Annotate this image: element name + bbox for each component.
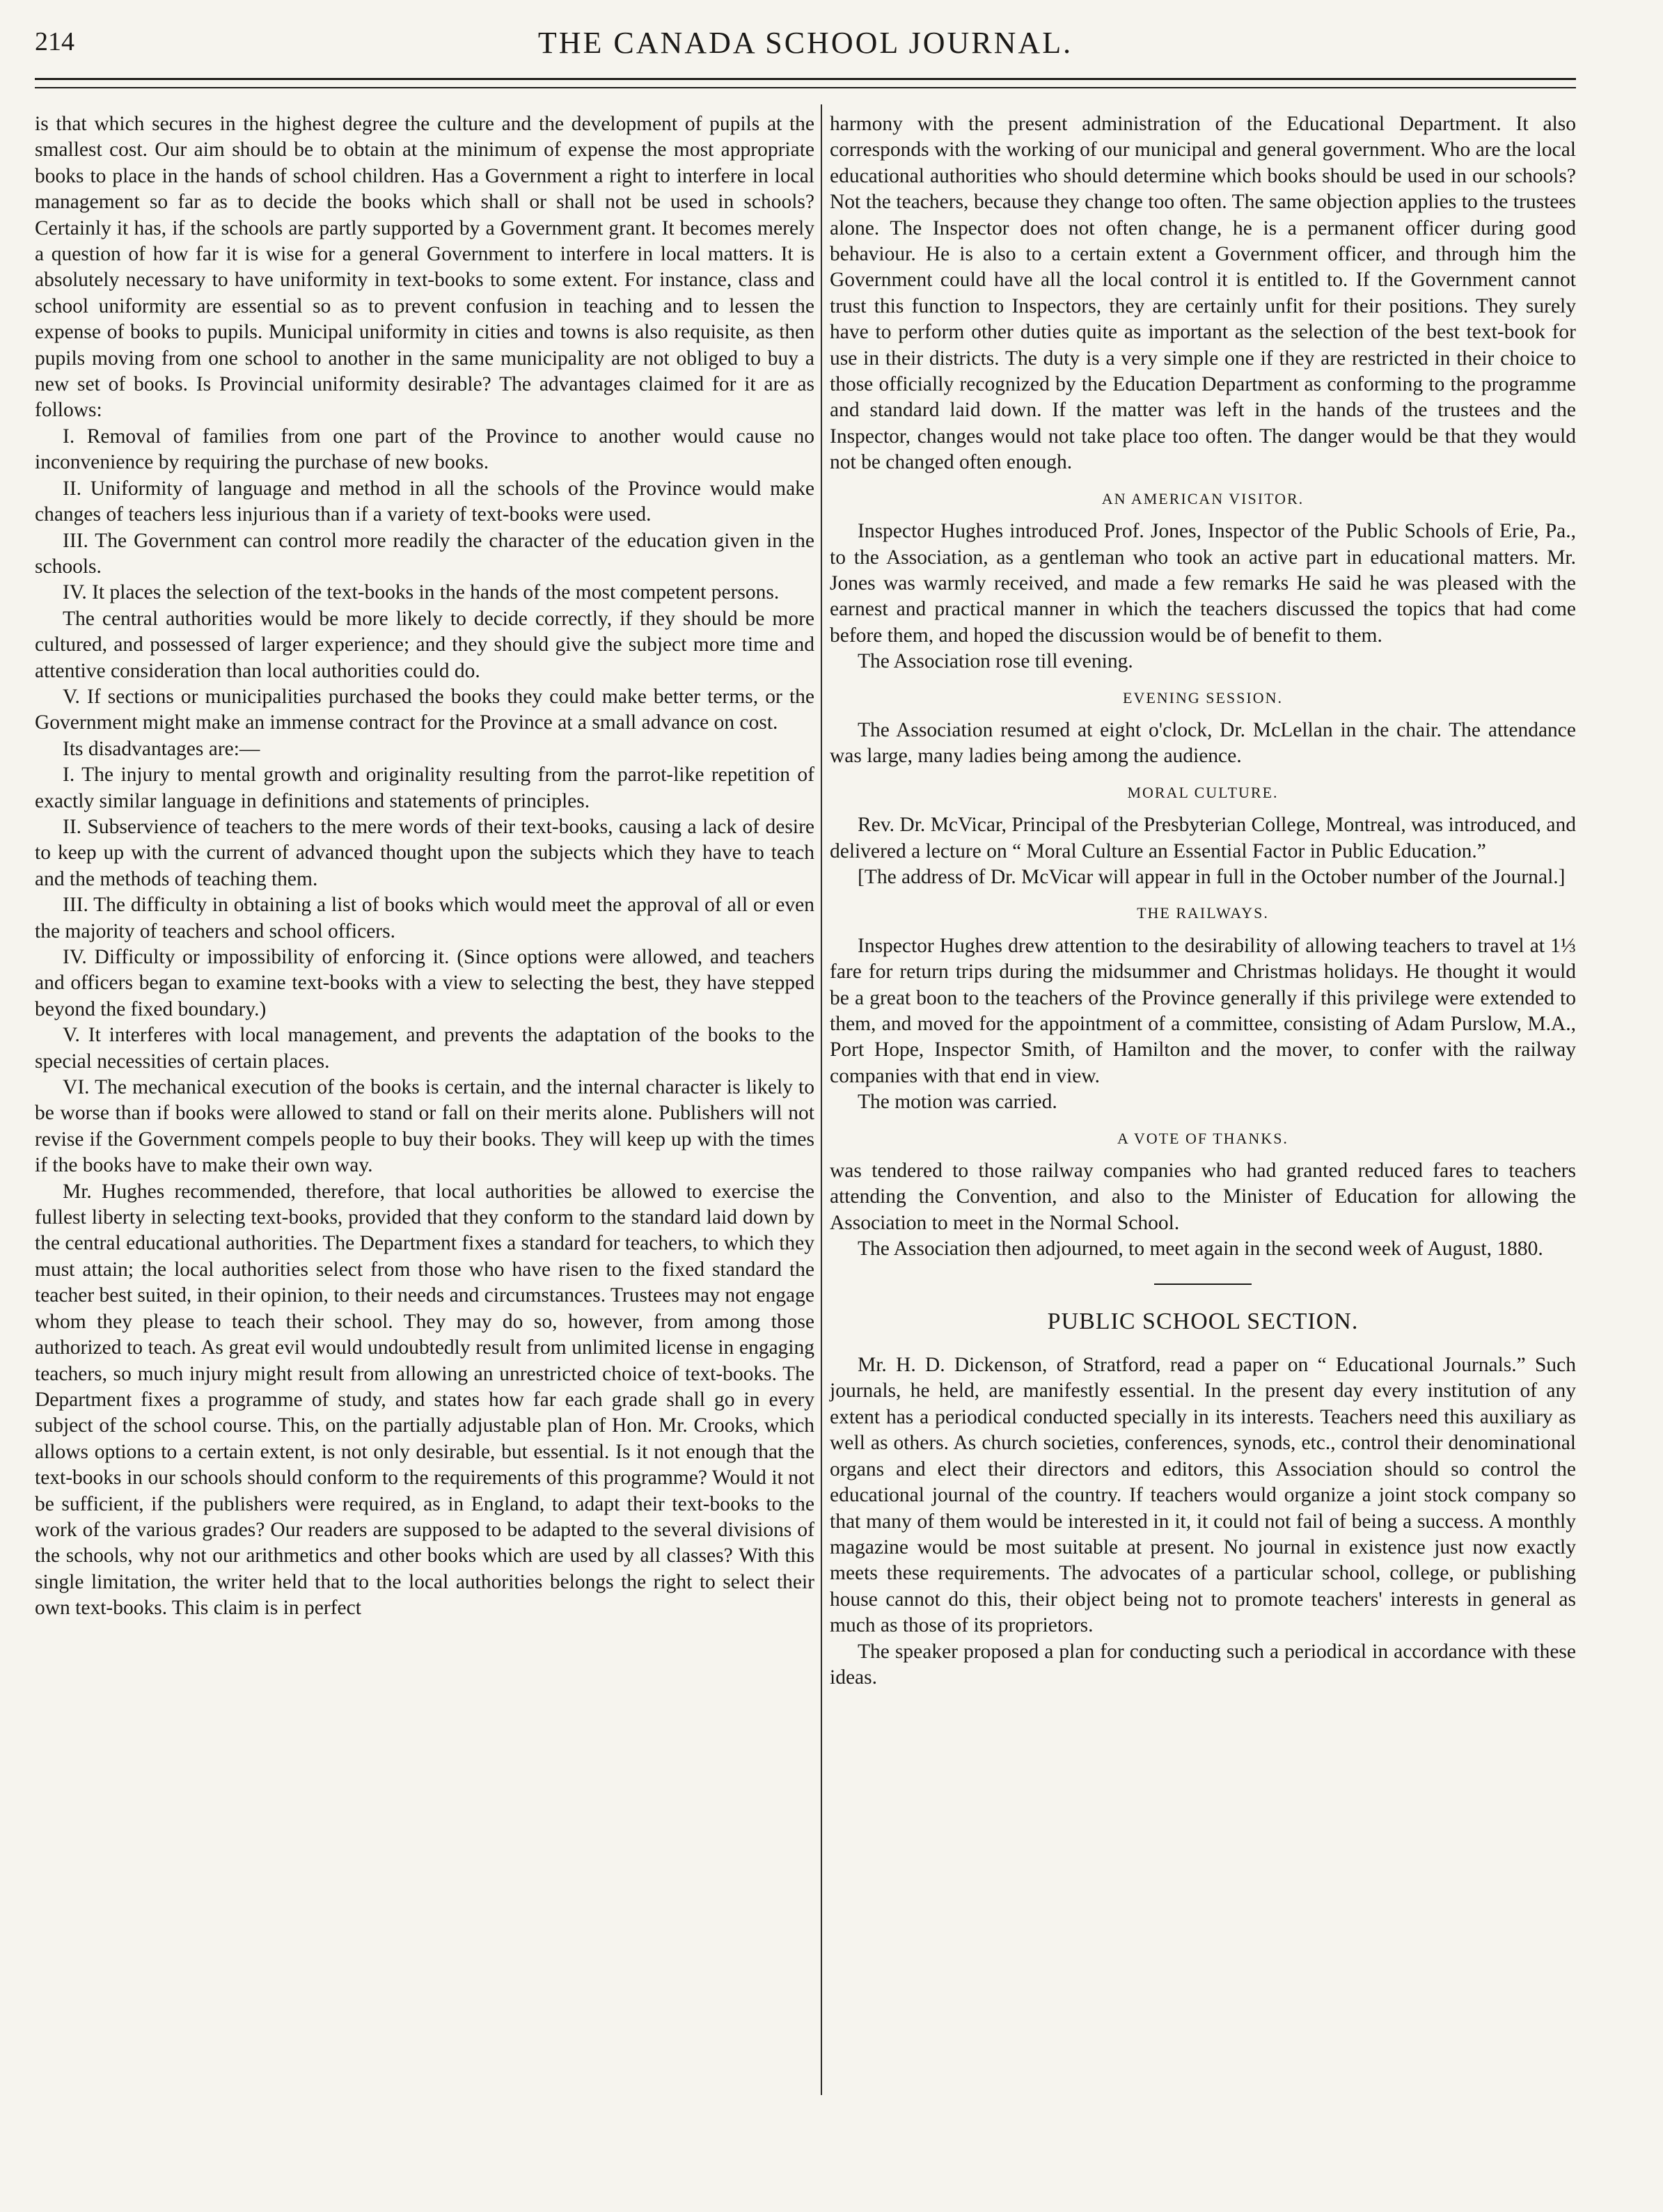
paragraph: IV. Difficulty or impossibility of enforcing it. (Since options were allowed, and teachers and officers began to examine text-books with a view to selecting the best, they have stepped beyond the fixed boundary.) xyxy=(35,946,814,1020)
paragraph: VI. The mechanical execution of the books is certain, and the internal character is likely to be worse than if books were allowed to stand or fall on their merits alone. Publishers will not revise if the Government compels people to buy their books. They will keep up with the times if the books have to make their own way. xyxy=(35,1076,814,1177)
header-rule xyxy=(35,78,1576,88)
section-divider xyxy=(1154,1283,1252,1285)
page-header xyxy=(35,21,1576,63)
left-column xyxy=(35,111,814,1622)
subheading-railways: THE RAILWAYS. xyxy=(1137,904,1269,922)
subheading-american-visitor: AN AMERICAN VISITOR. xyxy=(1101,489,1305,507)
paragraph: I. The injury to mental growth and originality resulting from the parrot-like repetition of exactly similar language in definitions and statements of principles. xyxy=(35,764,814,812)
paragraph: The motion was carried. xyxy=(858,1091,1057,1114)
paragraph: Inspector Hughes drew attention to the desirability of allowing teachers to travel at 1⅓ fare for return trips during the midsummer and Christmas holidays. He thought it would be a great boon to the teachers of the Province generally if this privilege were extended to them, and moved for the appointment of a committee, consisting of Adam Purslow, M.A., Port Hope, Inspector Smith, of Hamilton and the mover, to confer with the railway companies with that end in view. xyxy=(830,934,1576,1087)
paragraph: Mr. H. D. Dickenson, of Stratford, read a paper on “ Educational Journals.” Such journals, he held, are manifestly essential. In the present day every institution of any extent has a periodical conducted specially in its interests. Teachers need this auxiliary as well as others. As church societies, conferences, synods, etc., control their denominational organs and elect their directors and editors, this Association should so control the educational journal of the country. If teachers would organize a joint stock company so that many of them would be interested in it, it could not fail of being a success. A monthly magazine would be most suitable at present. No journal in existence just now exactly meets these requirements. The advocates of a particular school, college, or publishing house cannot do this, their object being not to promote teachers' interests in general as much as those of its proprietors. xyxy=(830,1354,1576,1637)
paragraph: harmony with the present administration of the Educational Department. It also corresponds with the working of our municipal and general government. Who are the local educational authorities who should determine which books should be used in our schools? Not the teachers, because they change too often. The same objection applies to the trustees alone. The Inspector does not often change, he is a permanent officer during good behaviour. He is also to a certain extent a Government officer, and through him the Government could have all the local control it is entitled to. If the Government cannot trust this function to Inspectors, they are certainly unfit for their positions. They surely have to perform other duties quite as important as the selection of the best text-book for use in their districts. The duty is a very simple one if they are restricted in their choice to those officially recognized by the Education Department as conforming to the programme and standard laid down. If the matter was left in the hands of the trustees and the Inspector, changes would not take place too often. The danger would be that they would not be changed often enough. xyxy=(830,113,1576,474)
paragraph: [The address of Dr. McVicar will appear in full in the October number of the Journal.] xyxy=(858,865,1566,888)
paragraph: IV. It places the selection of the text-books in the hands of the most competent persons. xyxy=(63,581,780,604)
paragraph: III. The difficulty in obtaining a list of books which would meet the approval of all or even the majority of teachers and school officers. xyxy=(35,894,814,942)
paragraph: I. Removal of families from one part of the Province to another would cause no inconvenience by requiring the purchase of new books. xyxy=(35,425,814,474)
paragraph: V. It interferes with local management, and prevents the adaptation of the books to the special necessities of certain places. xyxy=(35,1024,814,1073)
paragraph: The Association then adjourned, to meet again in the second week of August, 1880. xyxy=(858,1238,1543,1261)
paragraph: II. Subservience of teachers to the mere words of their text-books, causing a lack of desire to keep up with the current of advanced thought upon the subjects which they have to teach and the methods of teaching them. xyxy=(35,815,814,890)
paragraph: The Association rose till evening. xyxy=(858,650,1133,673)
journal-title: THE CANADA SCHOOL JOURNAL. xyxy=(537,26,1073,60)
page-number: 214 xyxy=(35,27,74,56)
paragraph: The speaker proposed a plan for conducting such a periodical in accordance with these ideas. xyxy=(830,1640,1576,1689)
subheading-evening-session: EVENING SESSION. xyxy=(1123,688,1283,706)
paragraph: The Association resumed at eight o'clock, Dr. McLellan in the chair. The attendance was large, many ladies being among the audience. xyxy=(830,718,1576,768)
paragraph: Inspector Hughes introduced Prof. Jones, Inspector of the Public Schools of Erie, Pa., to the Association, as a gentleman who took an active part in educational matters. Mr. Jones was warmly received, and made a few remarks He said he was pleased with the earnest and practical manner in which the teachers discussed the topics that had come before them, and hoped the discussion would be of benefit to them. xyxy=(830,520,1576,647)
paragraph: Its disadvantages are:— xyxy=(63,737,260,760)
subheading-vote-of-thanks: A VOTE OF THANKS. xyxy=(1117,1129,1288,1147)
subheading-moral-culture: MORAL CULTURE. xyxy=(1127,783,1279,801)
right-column xyxy=(830,111,1576,1691)
paragraph: was tendered to those railway companies who had granted reduced fares to teachers attending the Convention, and also to the Minister of Education for allowing the Association to meet in the Normal School. xyxy=(830,1160,1576,1234)
section-title-public-school: PUBLIC SCHOOL SECTION. xyxy=(1047,1308,1359,1334)
paragraph: Mr. Hughes recommended, therefore, that local authorities be allowed to exercise the fullest liberty in selecting text-books, provided that they conform to the standard laid down by the central educational authorities. The Department fixes a standard for teachers, to which they must attain; the local authorities select from those who have risen to the fixed standard the teacher best suited, in their opinion, to their needs and circumstances. Trustees may not engage whom they please to teach their school. They may do so, however, from among those authorized to teach. As great evil would undoubtedly result from unlimited license in engaging teachers, so much injury might result from allowing an unrestricted choice of text-books. The Department fixes a programme of study, and states how far each grade shall go in every subject of the school course. This, on the partially adjustable plan of Hon. Mr. Crooks, which allows options to a certain extent, is not only desirable, but essential. Is it not enough that the text-books in our schools should conform to the requirements of this programme? Would it not be sufficient, if the publishers were required, as in England, to adapt their text-books to the work of the various grades? Our readers are supposed to be adapted to the several divisions of the schools, why not our arithmetics and other books which are used by all classes? With this single limitation, the writer held that to the local authorities belongs the right to select their own text-books. This claim is in perfect xyxy=(35,1180,814,1620)
paragraph: II. Uniformity of language and method in all the schools of the Province would make changes of teachers less injurious than if a variety of text-books were used. xyxy=(35,477,814,526)
paragraph: V. If sections or municipalities purchased the books they could make better terms, or the Government might make an immense contract for the Province at a small advance on cost. xyxy=(35,685,814,734)
paragraph: is that which secures in the highest degree the culture and the development of pupils at the smallest cost. Our aim should be to obtain at the minimum of expense the most appropriate books to place in the hands of school children. Has a Government a right to interfere in local management so far as to decide the books which shall or shall not be used in schools? Certainly it has, if the schools are partly supported by a Government grant. It becomes merely a question of how far it is wise for a general Government to interfere in local matters. It is absolutely necessary to have uniformity in text-books to some extent. For instance, class and school uniformity are essential so as to prevent confusion in teaching and to lessen the expense of books to pupils. Municipal uniformity in cities and towns is also requisite, as then pupils moving from one school to another in the same municipality are not obliged to buy a new set of books. Is Provincial uniformity desirable? The advantages claimed for it are as follows: xyxy=(35,113,814,422)
paragraph: The central authorities would be more likely to decide correctly, if they should be more cultured, and possessed of larger experience; and they should give the subject more time and attentive consideration than local authorities could do. xyxy=(35,607,814,682)
paragraph: III. The Government can control more readily the character of the education given in the schools. xyxy=(35,529,814,578)
paragraph: Rev. Dr. McVicar, Principal of the Presbyterian College, Montreal, was introduced, and delivered a lecture on “ Moral Culture an Essential Factor in Public Education.” xyxy=(830,814,1576,862)
column-divider xyxy=(821,104,822,2095)
